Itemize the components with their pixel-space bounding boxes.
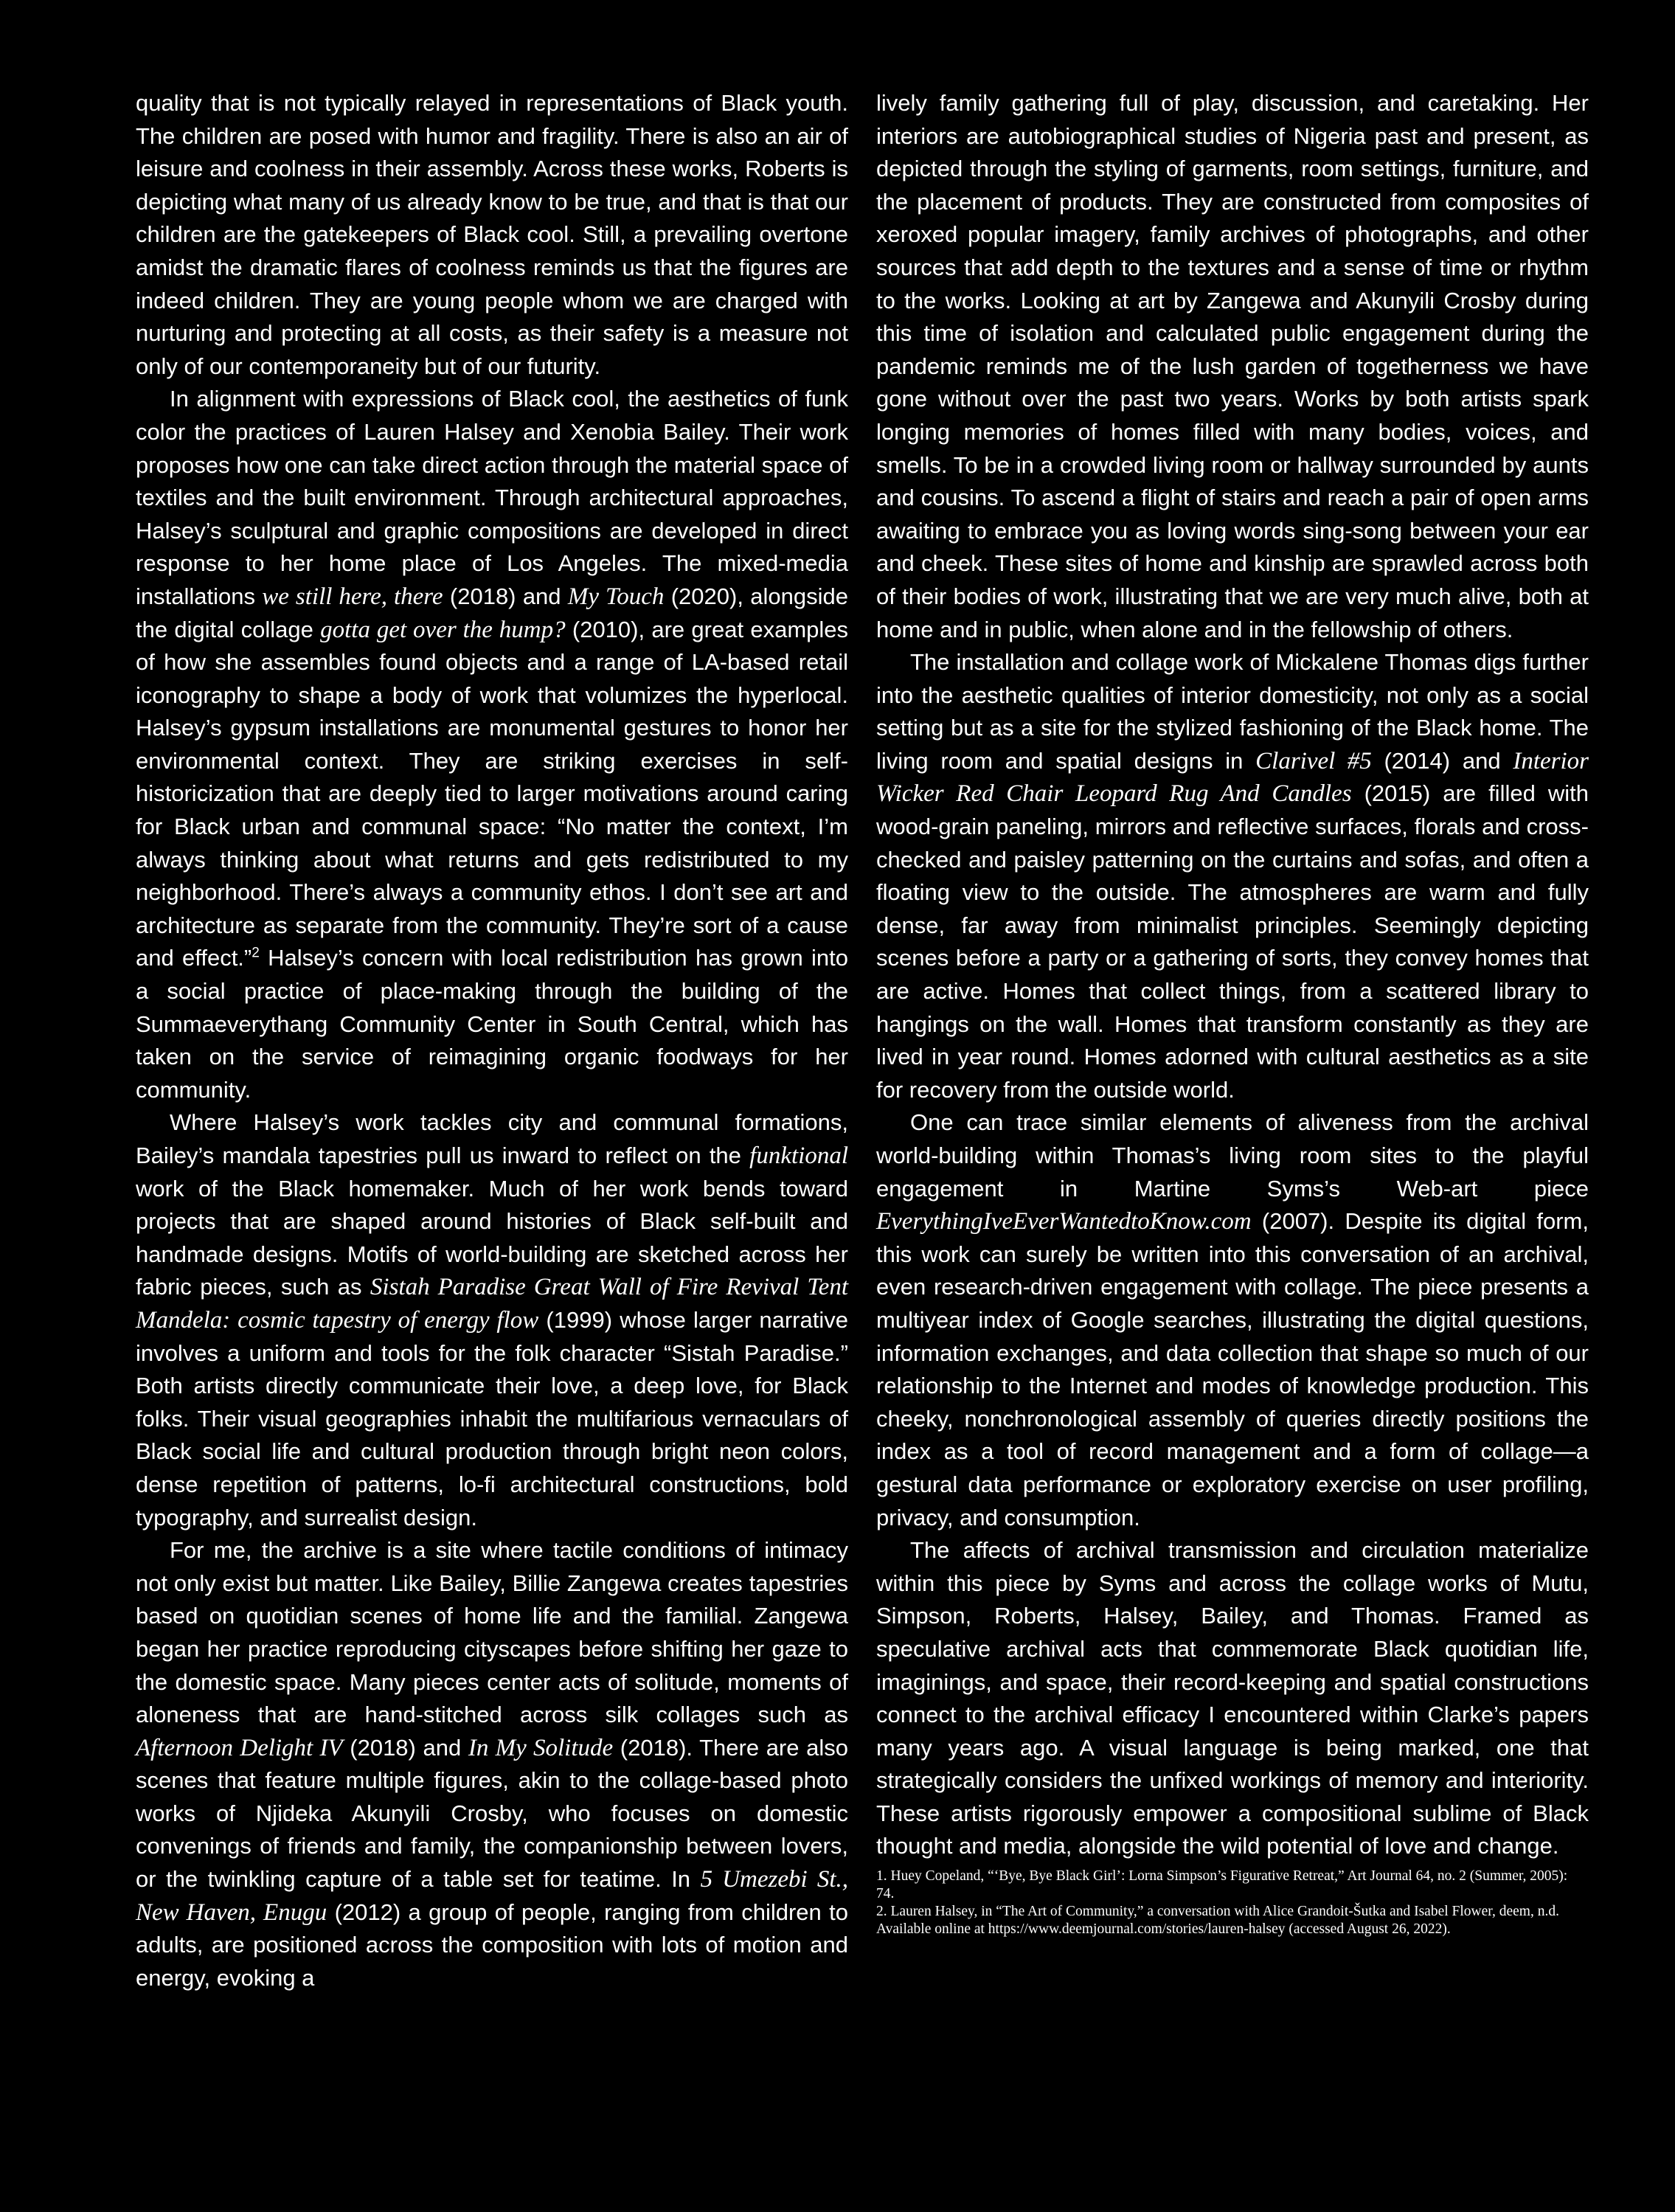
artwork-title: gotta get over the hump?	[320, 616, 566, 643]
artwork-title: EverythingIveEverWantedtoKnow.com	[876, 1208, 1252, 1235]
paragraph-conclusion: The affects of archival transmission and circulation materialize within this piece by Syms and across the collage works of Mutu, Simpson, Roberts, Halsey, Bailey, and Thomas. Framed as speculative archival acts that commemorate Black quotidian life, imaginings, and space, their record-keeping and spatial constructions connect to the archival efficacy I encountered within Clarke’s papers many years ago. A visual language is being marked, one that strategically considers the unfixed workings of memory and interiority. These artists rigorously empower a compositional sublime of Black thought and media, alongside the wild potential of love and change.	[876, 1537, 1589, 1859]
left-column	[136, 87, 848, 1994]
footnote-ref-2: 2	[252, 946, 260, 962]
right-column	[876, 87, 1589, 1938]
paragraph-zangewa: For me, the archive is a site where tactile conditions of intimacy not only exist but matter. Like Bailey, Billie Zangewa creates tapestries based on quotidian scenes of home life and the familial. Zangewa began her practice reproducing cityscapes before shifting her gaze to the domestic space. Many pieces center acts of solitude, moments of aloneness that are hand-stitched across silk collages such as Afternoon Delight IV (2018) and In My Solitude (2018). There are also scenes that feature multiple figures, akin to the collage-based photo works of Njideka Akunyili Crosby, who focuses on domestic convenings of friends and family, the companionship between lovers, or the twinkling capture of a table set for teatime. In 5 Umezebi St., New Haven, Enugu (2012) a group of people, ranging from children to adults, are positioned across the composition with lots of motion and energy, evoking a	[136, 1537, 848, 1991]
artwork-title: My Touch	[567, 583, 665, 610]
artwork-title: 5 Umezebi St., New Haven, Enugu	[136, 1866, 848, 1926]
paragraph-bailey-mandala: Where Halsey’s work tackles city and communal formations, Bailey’s mandala tapestries pull us inward to reflect on the funktional work of the Black homemaker. Much of her work bends toward projects that are shaped around histories of Black self-built and handmade designs. Motifs of world-building are sketched across her fabric pieces, such as Sistah Paradise Great Wall of Fire Revival Tent Mandela: cosmic tapestry of energy flow (1999) whose larger narrative involves a uniform and tools for the folk character “Sistah Paradise.” Both artists directly communicate their love, a deep love, for Black folks. Their visual geographies inhabit the multifarious vernaculars of Black social life and cultural production through bright neon colors, dense repetition of patterns, lo-fi architectural constructions, bold typography, and surrealist design.	[136, 1109, 848, 1530]
artwork-title: Interior Wicker Red Chair Leopard Rug And Candles	[876, 747, 1589, 808]
footnote-1: 1. Huey Copeland, “‘Bye, Bye Black Girl’: Lorna Simpson’s Figurative Retreat,” Art Journal 64, no. 2 (Summer, 2005): 74.	[876, 1868, 1568, 1902]
footnote-2: 2. Lauren Halsey, in “The Art of Community,” a conversation with Alice Grandoit-Šutka and Isabel Flower, deem, n.d. Available online at https://www.deemjournal.com/stories/lauren-halsey (accessed August 26, 2022).	[876, 1904, 1559, 1938]
artwork-title: In My Solitude	[468, 1734, 614, 1761]
italic-term: funktional	[749, 1143, 848, 1169]
paragraph-roberts-continued: quality that is not typically relayed in representations of Black youth. The children are posed with humor and fragility. There is also an air of leisure and coolness in their assembly. Across these works, Roberts is depicting what many of us already know to be true, and that is that our children are the gatekeepers of Black cool. Still, a prevailing overtone amidst the dramatic flares of coolness reminds us that the figures are indeed children. They are young people whom we are charged with nurturing and protecting at all costs, as their safety is a measure not only of our contemporaneity but of our futurity.	[136, 90, 848, 379]
footnotes	[876, 1868, 1589, 1938]
artwork-title: Afternoon Delight IV	[136, 1734, 343, 1761]
artwork-title: Clarivel #5	[1255, 747, 1372, 774]
artwork-title: we still here, there	[262, 583, 443, 610]
paragraph-syms: One can trace similar elements of aliveness from the archival world-building within Thomas’s living room sites to the playful engagement in Martine Syms’s Web-art piece EverythingIveEverWantedtoKnow.com (2007). Despite its digital form, this work can surely be written into this conversation of an archival, even research-driven engagement with collage. The piece presents a multiyear index of Google searches, illustrating the digital questions, information exchanges, and data collection that shape so much of our relationship to the Internet and modes of knowledge production. This cheeky, nonchronological assembly of queries directly positions the index as a tool of record management and a form of collage—a gestural data performance or exploratory exercise on user profiling, privacy, and consumption.	[876, 1109, 1589, 1530]
paragraph-akunyili-crosby: lively family gathering full of play, discussion, and caretaking. Her interiors are autobiographical studies of Nigeria past and present, as depicted through the styling of garments, room settings, furniture, and the placement of products. They are constructed from composites of xeroxed popular imagery, family archives of photographs, and other sources that add depth to the textures and a sense of time or rhythm to the works. Looking at art by Zangewa and Akunyili Crosby during this time of isolation and calculated public engagement during the pandemic reminds me of the lush garden of togetherness we have gone without over the past two years. Works by both artists spark longing memories of homes filled with many bodies, voices, and smells. To be in a crowded living room or hallway surrounded by aunts and cousins. To ascend a flight of stairs and reach a pair of open arms awaiting to embrace you as loving words sing-song between your ear and cheek. These sites of home and kinship are sprawled across both of their bodies of work, illustrating that we are very much alive, both at home and in public, when alone and in the fellowship of others.	[876, 90, 1589, 642]
artwork-title: Sistah Paradise Great Wall of Fire Revival Tent Mandela: cosmic tapestry of energy flow	[136, 1274, 848, 1334]
paragraph-halsey-bailey: In alignment with expressions of Black cool, the aesthetics of funk color the practices of Lauren Halsey and Xenobia Bailey. Their work proposes how one can take direct action through the material space of textiles and the built environment. Through architectural approaches, Halsey’s sculptural and graphic compositions are developed in direct response to her home place of Los Angeles. The mixed-media installations we still here, there (2018) and My Touch (2020), alongside the digital collage gotta get over the hump? (2010), are great examples of how she assembles found objects and a range of LA-based retail iconography to shape a body of work that volumizes the hyperlocal. Halsey’s gypsum installations are monumental gestures to honor her environmental context. They are striking exercises in self-historicization that are deeply tied to larger motivations around caring for Black urban and communal space: “No matter the context, I’m always thinking about what returns and gets redistributed to my neighborhood. There’s always a community ethos. I don’t see art and architecture as separate from the community. They’re sort of a cause and effect.”$^2$ Halsey’s concern with local redistribution has grown into a social practice of place-making through the building of the Summaeverythang Community Center in South Central, which has taken on the service of reimagining organic foodways for her community.	[136, 386, 849, 1103]
paragraph-thomas: The installation and collage work of Mickalene Thomas digs further into the aesthetic qualities of interior domesticity, not only as a social setting but as a site for the stylized fashioning of the Black home. The living room and spatial designs in Clarivel #5 (2014) and Interior Wicker Red Chair Leopard Rug And Candles (2015) are filled with wood-grain paneling, mirrors and reflective surfaces, florals and cross-checked and paisley patterning on the curtains and sofas, and often a floating view to the outside. The atmospheres are warm and fully dense, far away from minimalist principles. Seemingly depicting scenes before a party or a gathering of sorts, they convey homes that are active. Homes that collect things, from a scattered library to hangings on the wall. Homes that transform constantly as they are lived in year round. Homes adorned with cultural aesthetics as a site for recovery from the outside world.	[876, 649, 1589, 1103]
